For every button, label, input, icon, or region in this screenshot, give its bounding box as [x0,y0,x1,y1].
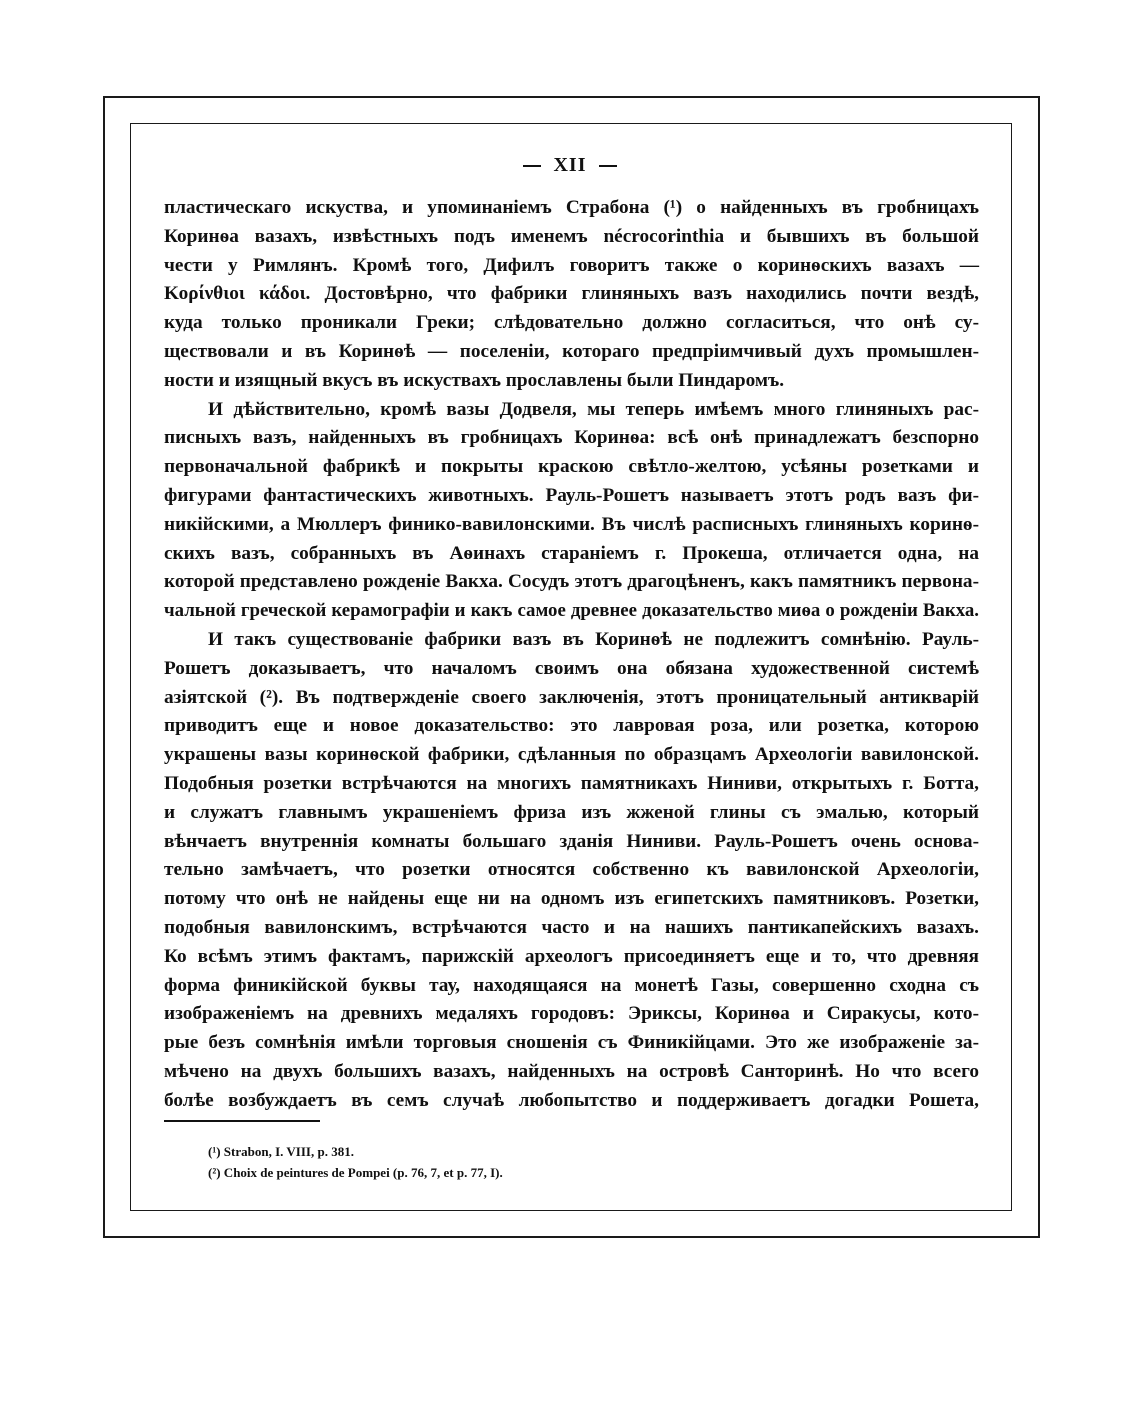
text-line: куда только проникали Греки; слѣдовательно должно согласиться, что онѣ су- [164,312,979,334]
header-dash-left [523,165,541,167]
text-line: которой представлено рожденіе Вакха. Сосудъ этотъ драгоцѣненъ, какъ памятникъ первона- [164,571,979,593]
text-line: И дѣйствительно, кромѣ вазы Додвеля, мы теперь имѣемъ много глиняныхъ рас- [208,398,979,420]
page-number-header [0,154,1140,177]
text-line: мѣчено на двухъ большихъ вазахъ, найденныхъ на островѣ Санторинѣ. Но что всего [164,1060,979,1082]
text-line: никійскими, а Мюллеръ финико-вавилонскими. Въ числѣ расписныхъ глиняныхъ коринѳ- [164,513,979,535]
text-line: украшены вазы коринѳской фабрики, сдѣланныя по образцамъ Археологіи вавилонской. [164,744,979,766]
text-line: приводитъ еще и новое доказательство: это лавровая роза, или розетка, которою [164,715,979,737]
text-line: пластическаго искуства, и упоминаніемъ Страбона (¹) о найденныхъ въ гробницахъ [164,197,979,218]
text-line: потому что онѣ не найдены еще ни на одномъ изъ египетскихъ памятниковъ. Розетки, [164,888,979,910]
text-line: чести у Римлянъ. Кромѣ того, Дифилъ говоритъ также о коринѳскихъ вазахъ — [164,254,979,276]
text-line: первоначальной фабрикѣ и покрыты краскою свѣтло-желтою, усѣяны розетками и [164,456,979,478]
paragraph-2 [164,396,979,626]
text-line: форма финикійской буквы тау, находящаяся на монетѣ Газы, совершенно сходна съ [164,974,979,996]
footnote-separator [164,1120,320,1122]
text-line: и служатъ главнымъ украшеніемъ фриза изъ жженой глины съ эмалью, который [164,801,979,823]
text-line: ности и изящный вкусъ въ искуствахъ прославлены были Пиндаромъ. [164,369,785,391]
header-dash-right [599,165,617,167]
paragraph-1 [164,194,979,396]
text-line: писныхъ вазъ, найденныхъ въ гробницахъ Коринѳа: всѣ онѣ принадлежатъ безспорно [164,427,979,449]
text-line: фигурами фантастическихъ животныхъ. Рауль-Рошетъ называетъ этотъ родъ вазъ фи- [164,484,979,506]
text-line: Κορίνθιοι κάδοι. Достовѣрно, что фабрики глиняныхъ вазъ находились почти вездѣ, [164,283,979,305]
text-line: подобныя вавилонскимъ, встрѣчаются часто и на нашихъ пантикапейскихъ вазахъ. [164,916,979,938]
body-text [164,194,979,1116]
text-line: Ко всѣмъ этимъ фактамъ, парижскій археологъ присоединяетъ еще и то, что древняя [164,945,979,967]
text-line: рые безъ сомнѣнія имѣли торговыя сношенія съ Финикійцами. Это же изображеніе за- [164,1032,979,1054]
text-line: И такъ существованіе фабрики вазъ въ Коринѳѣ не подлежитъ сомнѣнію. Рауль- [208,628,979,650]
footnote-1: (¹) Strabon, I. VIII, p. 381. [208,1144,354,1159]
footnote-2: (²) Choix de peintures de Pompei (p. 76, 7, et p. 77, I). [208,1165,503,1180]
text-line: ществовали и въ Коринѳѣ — поселеніи, котораго предпріимчивый духъ промышлен- [164,340,979,362]
text-line: скихъ вазъ, собранныхъ въ Аѳинахъ стараніемъ г. Прокеша, отличается одна, на [164,542,979,564]
text-line: вѣнчаетъ внутреннія комнаты большаго зданія Ниниви. Рауль-Рошетъ очень основа- [164,830,979,852]
page-number: XII [553,154,587,176]
text-line: Рошетъ доказываетъ, что началомъ своимъ она обязана художественной системѣ [164,657,979,679]
text-line: Подобныя розетки встрѣчаются на многихъ памятникахъ Ниниви, открытыхъ г. Ботта, [164,772,979,794]
text-line: тельно замѣчаетъ, что розетки относятся собственно къ вавилонской Археологіи, [164,859,979,881]
text-line: болѣе возбуждаетъ въ семъ случаѣ любопытство и поддерживаетъ догадки Рошета, [164,1089,979,1111]
text-line: чальной греческой керамографіи и какъ самое древнее доказательство миѳа о рожденіи Вакха. [164,600,979,622]
text-line: азіятской (²). Въ подтвержденіе своего заключенія, этотъ проницательный антикварій [164,686,979,708]
text-line: Коринѳа вазахъ, извѣстныхъ подъ именемъ nécrocorinthia и бывшихъ въ большой [164,225,979,247]
text-line: изображеніемъ на древнихъ медаляхъ городовъ: Эриксы, Коринѳа и Сиракусы, кото- [164,1003,979,1025]
footnotes [208,1141,908,1183]
paragraph-3 [164,626,979,1116]
